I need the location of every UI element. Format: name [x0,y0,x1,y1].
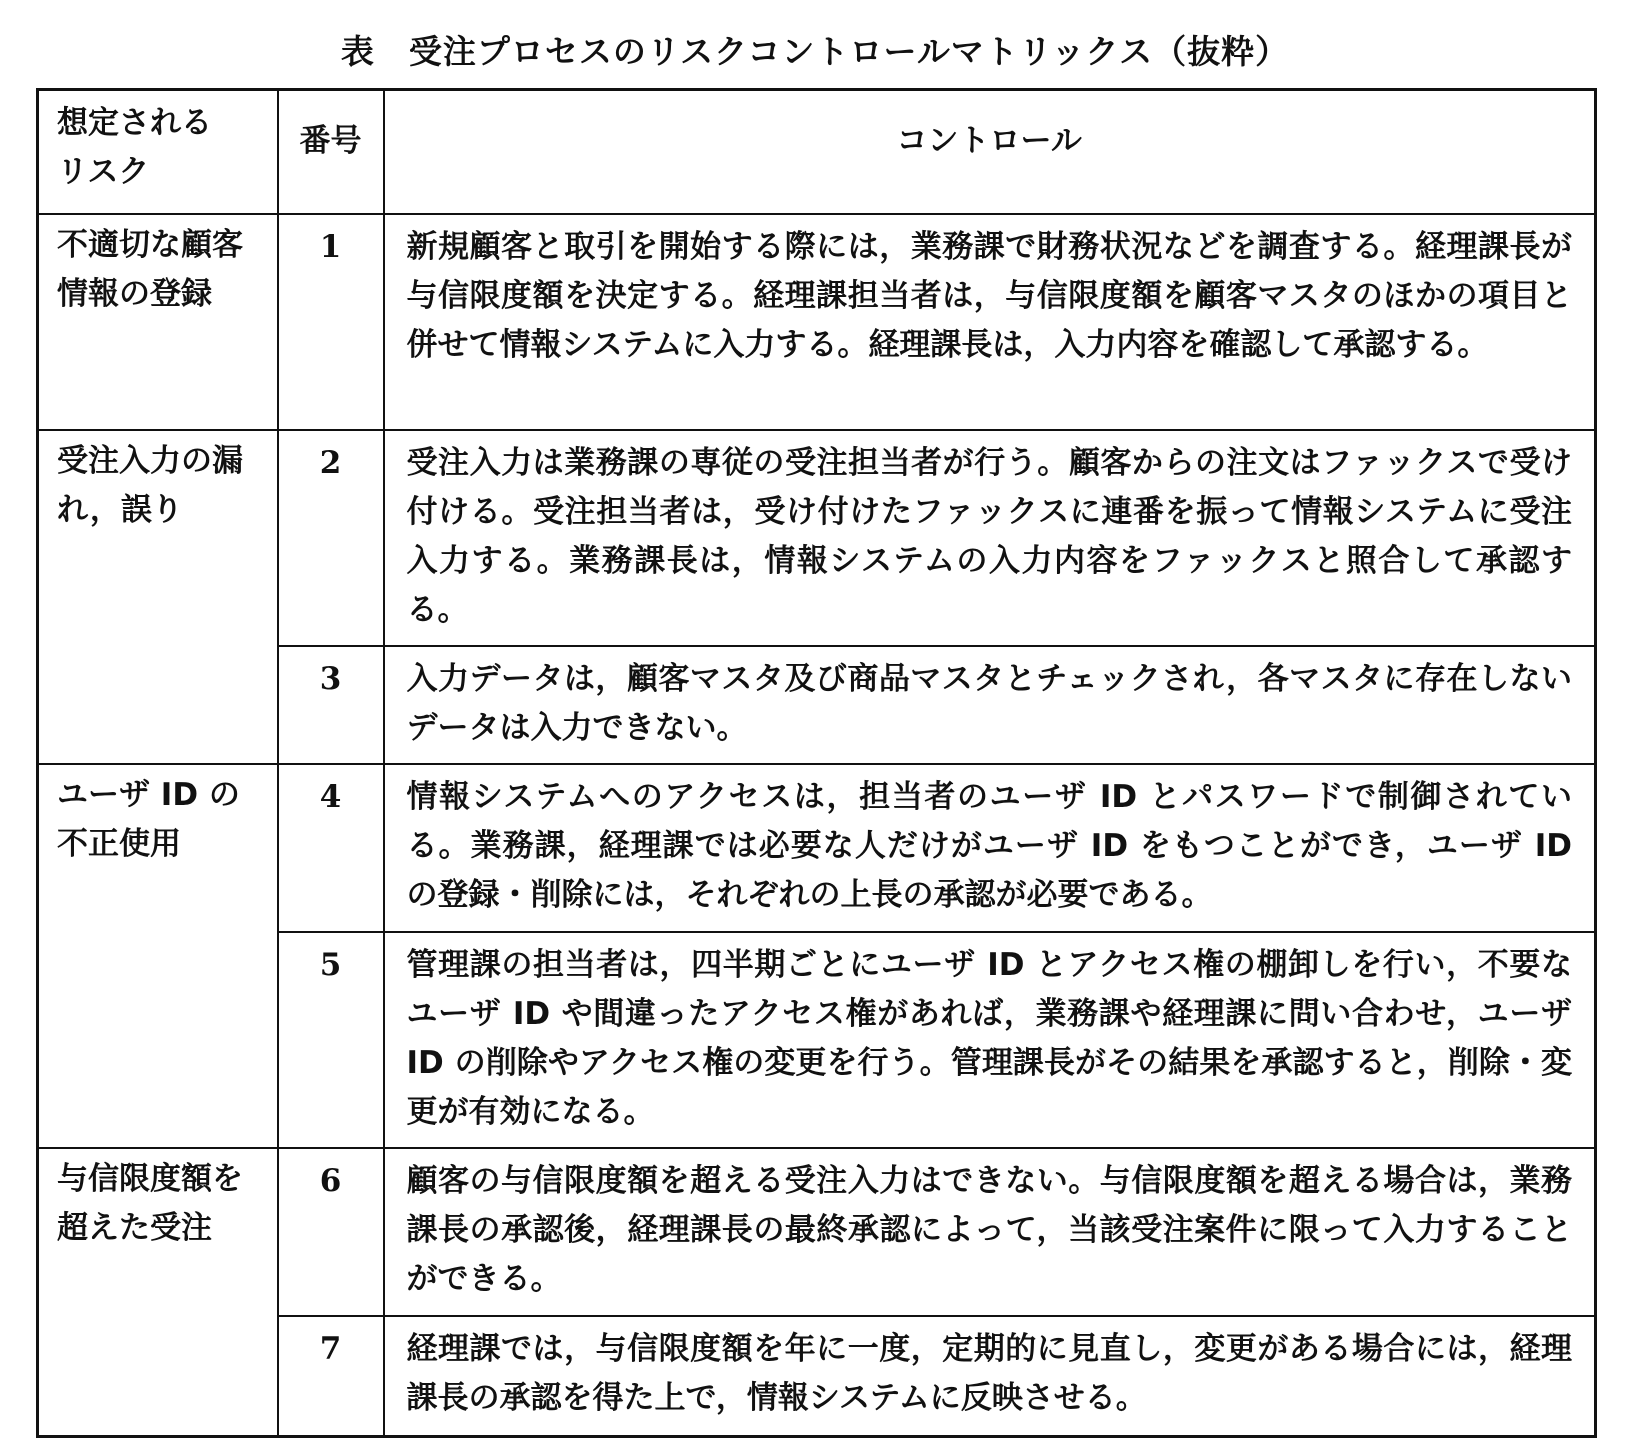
header-control: コントロール [384,90,1596,215]
table-row [38,214,1596,430]
control-text: 入力データは，顧客マスタ及び商品マスタとチェックされ，各マスタに存在しないデータは入力できない。 [384,646,1596,764]
control-text: 管理課の担当者は，四半期ごとにユーザ ID とアクセス権の棚卸しを行い，不要なユーザ ID や間違ったアクセス権があれば，業務課や経理課に問い合わせ，ユーザ ID の削除やアクセス権の変更を行う。管理課長がその結果を承認すると，削除・変更が有効になる。 [384,932,1596,1148]
header-row [38,90,1596,215]
risk-cell: ユーザ ID の不正使用 [38,764,278,1148]
table-row [38,1148,1596,1316]
control-text: 経理課では，与信限度額を年に一度，定期的に見直し，変更がある場合には，経理課長の承認を得た上で，情報システムに反映させる。 [384,1316,1596,1437]
table-row [38,430,1596,646]
control-text: 受注入力は業務課の専従の受注担当者が行う。顧客からの注文はファックスで受け付ける。受注担当者は，受け付けたファックスに連番を振って情報システムに受注入力する。業務課長は，情報システムの入力内容をファックスと照合して承認する。 [384,430,1596,646]
risk-cell: 与信限度額を超えた受注 [38,1148,278,1437]
table-row [38,764,1596,932]
header-number: 番号 [278,90,384,215]
header-risk: 想定される リスク [38,90,278,215]
risk-cell: 不適切な顧客情報の登録 [38,214,278,430]
control-number: 7 [278,1316,384,1437]
control-number: 1 [278,214,384,430]
control-number: 6 [278,1148,384,1316]
control-text: 情報システムへのアクセスは，担当者のユーザ ID とパスワードで制御されている。業務課，経理課では必要な人だけがユーザ ID をもつことができ，ユーザ ID の登録・削除には，それぞれの上長の承認が必要である。 [384,764,1596,932]
control-text: 顧客の与信限度額を超える受注入力はできない。与信限度額を超える場合は，業務課長の承認後，経理課長の最終承認によって，当該受注案件に限って入力することができる。 [384,1148,1596,1316]
control-number: 2 [278,430,384,646]
risk-control-matrix [36,88,1597,1438]
risk-cell: 受注入力の漏れ，誤り [38,430,278,764]
control-number: 3 [278,646,384,764]
control-text: 新規顧客と取引を開始する際には，業務課で財務状況などを調査する。経理課長が与信限度額を決定する。経理課担当者は，与信限度額を顧客マスタのほかの項目と併せて情報システムに入力する。経理課長は，入力内容を確認して承認する。 [384,214,1596,430]
control-number: 4 [278,764,384,932]
table-title: 表 受注プロセスのリスクコントロールマトリックス（抜粋） [340,32,1290,71]
control-number: 5 [278,932,384,1148]
